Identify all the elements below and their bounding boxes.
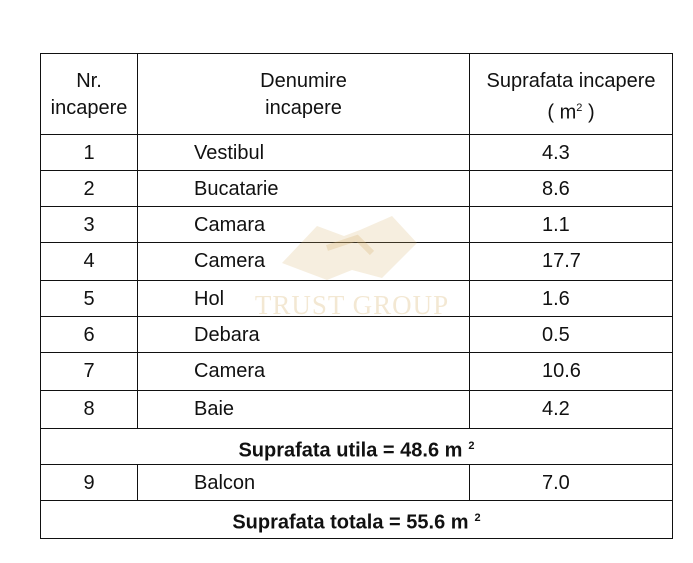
room-nr: 2	[41, 171, 138, 206]
summary-totala-sup: 2	[474, 512, 481, 524]
room-name: Baie	[138, 391, 470, 428]
room-nr: 1	[41, 135, 138, 170]
header-denumire-line2: incapere	[265, 97, 342, 119]
room-nr: 5	[41, 281, 138, 316]
room-area: 4.2	[542, 398, 570, 420]
table-row	[41, 353, 672, 391]
header-suprafata-line1: Suprafata incapere	[486, 70, 656, 92]
header-nr-line2: incapere	[50, 97, 128, 119]
room-area: 1.6	[542, 288, 570, 310]
room-area: 4.3	[542, 142, 570, 164]
room-nr: 3	[41, 207, 138, 242]
summary-utila-text: Suprafata utila = 48.6 m	[238, 439, 463, 462]
room-name: Camera	[138, 243, 470, 280]
summary-utila-row	[41, 429, 672, 465]
header-unit-open: ( m	[547, 101, 577, 124]
room-name: Hol	[138, 281, 470, 316]
room-name: Bucatarie	[138, 171, 470, 206]
room-name: Camara	[138, 207, 470, 242]
room-nr: 4	[41, 243, 138, 280]
summary-totala-row	[41, 501, 672, 538]
table-row	[41, 465, 672, 501]
header-nr	[41, 54, 138, 134]
watermark-text: TRUST GROUP	[254, 290, 450, 320]
room-area: 1.1	[542, 214, 570, 236]
header-suprafata	[470, 54, 672, 134]
room-name: Debara	[138, 317, 470, 352]
room-nr: 7	[41, 353, 138, 390]
header-denumire-line1: Denumire	[260, 70, 347, 92]
room-area-table	[40, 53, 673, 539]
room-name: Balcon	[138, 465, 470, 500]
table-row	[41, 391, 672, 429]
room-nr: 9	[41, 465, 138, 500]
room-area: 17.7	[542, 250, 581, 272]
room-name: Camera	[138, 353, 470, 390]
table-row	[41, 281, 672, 317]
table-header-row	[41, 54, 672, 135]
table-row	[41, 243, 672, 281]
room-area: 8.6	[542, 178, 570, 200]
table-row	[41, 207, 672, 243]
room-nr: 8	[41, 391, 138, 428]
header-unit-sup: 2	[576, 102, 583, 114]
header-unit-close: )	[582, 101, 595, 124]
header-denumire	[138, 54, 470, 134]
summary-utila-sup: 2	[468, 440, 475, 452]
room-area: 10.6	[542, 360, 581, 382]
table-row	[41, 317, 672, 353]
room-area: 0.5	[542, 324, 570, 346]
table-row	[41, 171, 672, 207]
table-row	[41, 135, 672, 171]
room-area: 7.0	[542, 472, 570, 494]
room-nr: 6	[41, 317, 138, 352]
header-suprafata-line2	[470, 95, 672, 127]
summary-totala-text: Suprafata totala = 55.6 m	[232, 511, 469, 534]
header-nr-line1: Nr.	[76, 70, 102, 92]
room-name: Vestibul	[138, 135, 470, 170]
